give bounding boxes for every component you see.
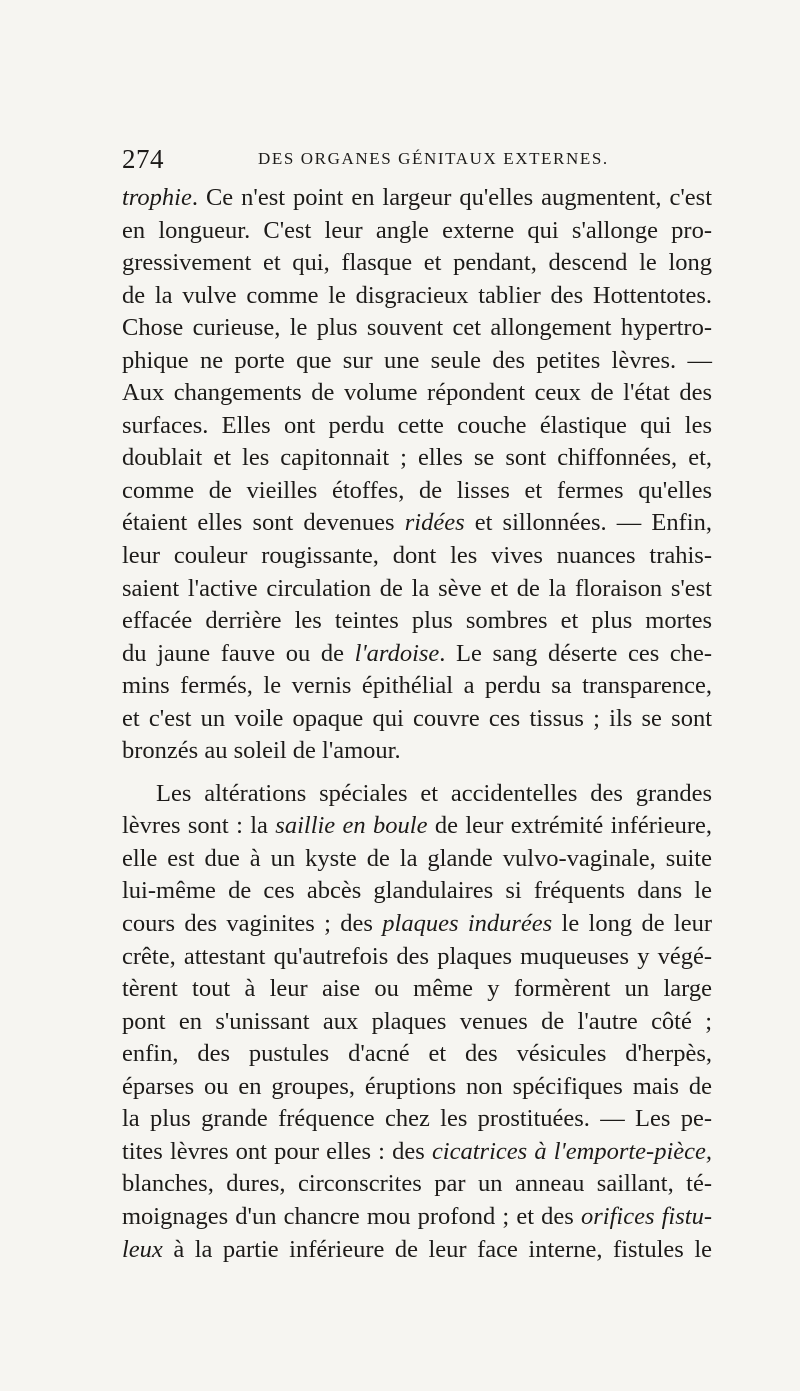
text-segment: . Le sang déserte ces che- [439, 639, 713, 667]
text-segment: le long de leur [552, 910, 712, 938]
text-segment: étaient elles sont devenues [122, 509, 405, 537]
text-segment: à la partie inférieure de leur face interne, fistules le [162, 1235, 712, 1263]
text-line [122, 908, 712, 941]
text-line [122, 475, 712, 508]
text-segment: moignages d'un chancre mou profond ; et des [122, 1202, 581, 1230]
text-line [122, 280, 712, 313]
text-line [122, 875, 712, 908]
page-number: 274 [122, 144, 164, 174]
text-segment: cours des vaginites ; des [122, 910, 383, 938]
text-segment: et c'est un voile opaque qui couvre ces tissus ; ils se sont [122, 704, 712, 732]
text-line [122, 182, 712, 215]
text-line [122, 345, 712, 378]
text-line [122, 1234, 712, 1267]
text-segment: de leur extrémité inférieure, [427, 812, 713, 840]
text-line [122, 1038, 712, 1071]
text-line [122, 377, 712, 410]
running-head: DES ORGANES GÉNITAUX EXTERNES. [258, 149, 609, 168]
text-line [122, 1103, 712, 1136]
text-segment: leur couleur rougissante, dont les vives nuances trahis- [122, 542, 712, 570]
text-line [122, 215, 712, 248]
italic-phrase: l'ardoise [354, 639, 440, 667]
text-segment: éparses ou en groupes, éruptions non spécifiques mais de [122, 1072, 712, 1100]
italic-phrase: orifices fistu- [580, 1202, 712, 1230]
italic-phrase: ridées [404, 509, 465, 537]
text-segment: de la vulve comme le disgracieux tablier des Hottentotes. [122, 281, 712, 309]
text-line [122, 670, 712, 703]
text-line [122, 778, 712, 811]
text-line [122, 573, 712, 606]
text-line [122, 843, 712, 876]
text-segment: mins fermés, le vernis épithélial a perdu sa transparence, [122, 672, 712, 700]
text-segment: . Ce n'est point en largeur qu'elles augmentent, c'est [191, 184, 712, 211]
text-line [122, 312, 712, 345]
text-segment: lui-même de ces abcès glandulaires si fréquents dans le [122, 877, 712, 905]
italic-phrase: plaques indurées [382, 910, 553, 938]
text-segment: elle est due à un kyste de la glande vulvo-vaginale, suite [122, 844, 712, 872]
text-segment: Chose curieuse, le plus souvent cet allongement hypertro- [122, 314, 712, 342]
text-segment: surfaces. Elles ont perdu cette couche élastique qui les [122, 411, 712, 439]
text-line [122, 973, 712, 1006]
text-segment: enfin, des pustules d'acné et des vésicules d'herpès, [122, 1040, 712, 1068]
page-header [0, 140, 800, 176]
text-segment: et sillonnées. — Enfin, [464, 509, 712, 537]
text-line [122, 1201, 712, 1234]
text-segment: Aux changements de volume répondent ceux de l'état des [122, 379, 712, 407]
text-line [122, 442, 712, 475]
text-segment: comme de vieilles étoffes, de lisses et fermes qu'elles [122, 476, 712, 504]
text-segment: lèvres sont : la [122, 812, 276, 840]
text-line [122, 1168, 712, 1201]
text-segment: en longueur. C'est leur angle externe qui s'allonge pro- [122, 216, 712, 244]
text-segment: crête, attestant qu'autrefois des plaques muqueuses y végé- [122, 942, 712, 970]
text-segment: bronzés au soleil de l'amour. [122, 737, 401, 765]
text-line [122, 941, 712, 974]
text-segment: la plus grande fréquence chez les prostituées. — Les pe- [122, 1105, 712, 1133]
text-segment: doublait et les capitonnait ; elles se sont chiffonnées, et, [122, 444, 712, 472]
text-segment: pont en s'unissant aux plaques venues de l'autre côté ; [122, 1007, 712, 1035]
text-line [122, 810, 712, 843]
text-line [122, 507, 712, 540]
text-line [122, 605, 712, 638]
text-line [122, 703, 712, 736]
italic-phrase: cicatrices à l'emporte-pièce, [431, 1137, 713, 1165]
italic-phrase: leux [122, 1235, 163, 1263]
text-segment: phique ne porte que sur une seule des petites lèvres. — [122, 346, 712, 374]
text-segment: gressivement et qui, flasque et pendant, descend le long [122, 249, 712, 277]
text-line [122, 1006, 712, 1039]
text-line [122, 1071, 712, 1104]
text-line [122, 247, 712, 280]
text-segment: tèrent tout à leur aise ou même y formèrent un large [122, 975, 712, 1003]
text-line [122, 638, 712, 671]
text-segment: Les altérations spéciales et accidentelles des grandes [156, 779, 712, 807]
italic-phrase: trophie [122, 184, 192, 211]
text-segment: blanches, dures, circonscrites par un anneau saillant, té- [122, 1170, 712, 1198]
text-segment: saient l'active circulation de la sève et de la floraison s'est [122, 574, 712, 602]
italic-phrase: saillie en boule [275, 812, 428, 840]
text-line [122, 540, 712, 573]
text-segment: effacée derrière les teintes plus sombres et plus mortes [122, 607, 712, 635]
text-line [122, 1136, 712, 1169]
body-text [122, 182, 712, 1266]
text-line [122, 735, 712, 768]
text-line [122, 410, 712, 443]
text-segment: tites lèvres ont pour elles : des [122, 1137, 432, 1165]
text-segment: du jaune fauve ou de [122, 639, 355, 667]
